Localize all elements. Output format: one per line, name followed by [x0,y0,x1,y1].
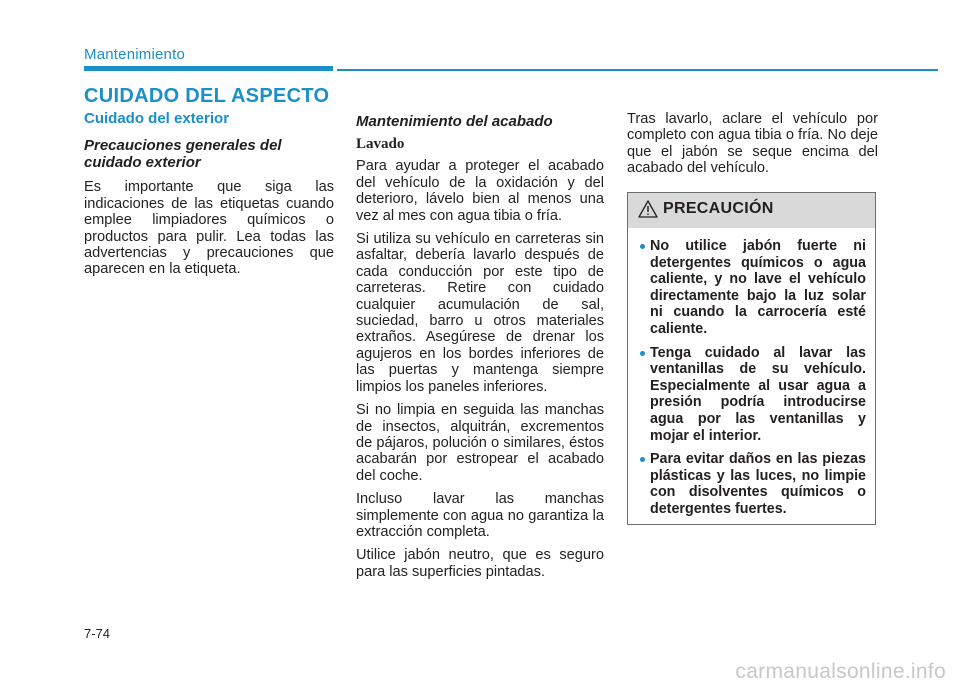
column-3 [627,111,878,184]
washing-paragraph-3: Si no limpia en seguida las manchas de insectos, alquitrán, excrementos de pájaros, polución o similares, éstos acabarán por estropear el acabado del coche. [356,402,604,484]
bullet-icon [640,457,645,462]
caution-list [628,228,875,518]
washing-paragraph-4: Incluso lavar las manchas simplemente con agua no garantiza la extracción completa. [356,491,604,540]
caution-box [627,192,876,525]
washing-paragraph-2: Si utiliza su vehículo en carreteras sin asfaltar, debería lavarlo después de cada conducción por este tipo de carreteras. Retire con cuidado cualquier acumulación de sal, suciedad, barro u otros materiales extraños. Asegúrese de drenar los agujeros en los bordes inferiores de las puertas y mantenga siempre limpios los paneles inferiores. [356,231,604,395]
caution-item [640,451,866,517]
rinse-paragraph: Tras lavarlo, aclare el vehículo por completo con agua tibia o fría. No deje que el jabón se seque encima del acabado del vehículo. [627,111,878,177]
label-instructions-paragraph: Es importante que siga las indicaciones de las etiquetas cuando emplee limpiadores químicos o productos para pulir. Lea todas las advertencias y precauciones que aparecen en la etiqueta. [84,179,334,278]
bullet-icon [640,351,645,356]
caution-title: PRECAUCIÓN [663,200,774,217]
column-1 [84,111,334,285]
caution-item-text: Para evitar daños en las piezas plásticas y las luces, no limpie con disolventes químicos o detergentes fuertes. [650,451,866,517]
caution-item-text: Tenga cuidado al lavar las ventanillas de su vehículo. Especialmente al usar agua a presión podría introducirse agua por las ventanillas y mojar el interior. [650,344,866,444]
caution-item-text: No utilice jabón fuerte ni detergentes químicos o agua caliente, y no lave el vehículo directamente bajo la luz solar ni cuando la carrocería esté caliente. [650,238,866,337]
warning-triangle-icon [638,200,658,218]
general-precautions-heading: Precauciones generales del cuidado exterior [84,137,282,172]
caution-header [628,193,875,228]
caution-item [640,345,866,445]
caution-item [640,238,866,338]
column-2 [356,111,604,587]
washing-paragraph-1: Para ayudar a proteger el acabado del vehículo de la oxidación y del deterioro, lávelo bien al menos una vez al mes con agua tibia o fría. [356,158,604,224]
page-number: 7-74 [84,626,111,641]
watermark: carmanualsonline.info [735,660,946,683]
header-rule-thin [337,69,938,71]
exterior-care-subheading: Cuidado del exterior [84,110,230,127]
finish-maintenance-heading: Mantenimiento del acabado [356,113,553,130]
section-title: CUIDADO DEL ASPECTO [84,85,330,107]
bullet-icon [640,244,645,249]
washing-heading: Lavado [356,136,405,152]
header-rule-thick [84,66,333,71]
header-label: Mantenimiento [84,46,185,63]
washing-paragraph-5: Utilice jabón neutro, que es seguro para las superficies pintadas. [356,547,604,580]
